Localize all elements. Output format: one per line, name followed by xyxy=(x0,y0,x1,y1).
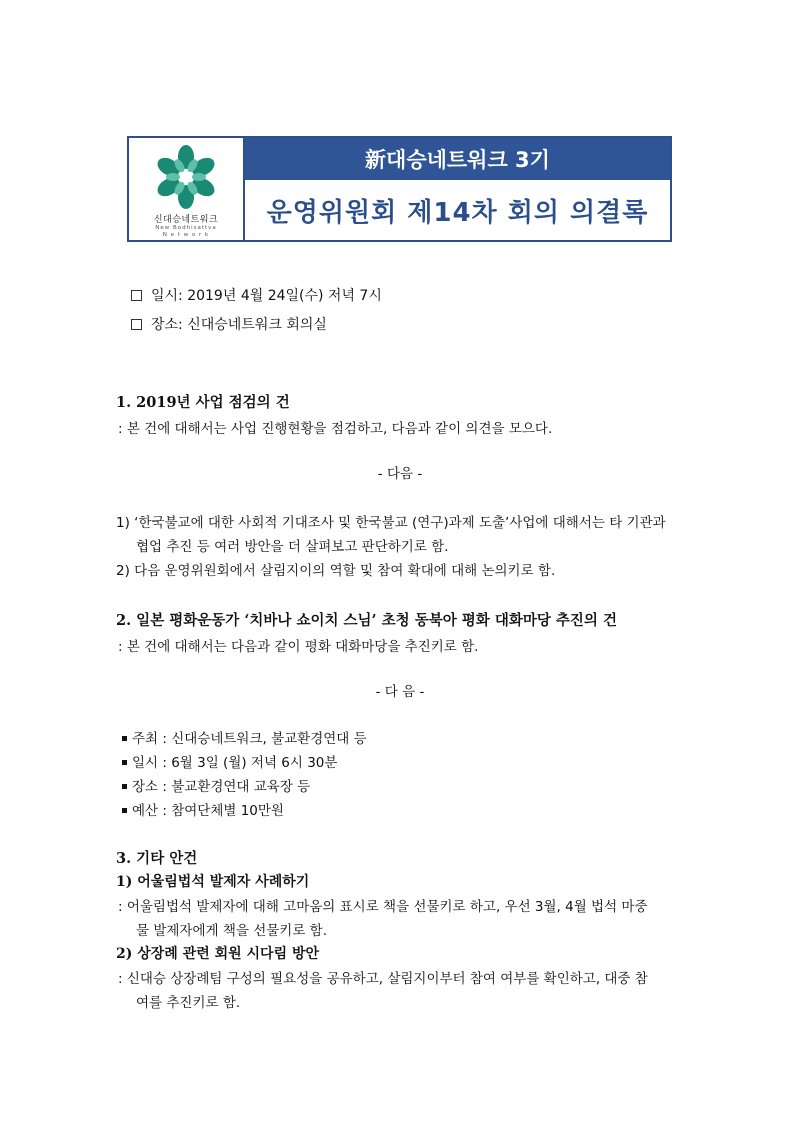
section-3-sub-1-line-2: 물 발제자에게 책을 선물키로 함. xyxy=(136,923,327,939)
section-1-item-1-line-1: 1) ‘한국불교에 대한 사회적 기대조사 및 한국불교 (연구)과제 도출’사업에 대해서는 타 기관과 xyxy=(116,515,666,531)
section-3-heading: 3. 기타 안건 xyxy=(116,850,198,867)
list-item: 주최 : 신대승네트워크, 불교환경연대 등 xyxy=(122,727,367,747)
logo xyxy=(129,138,245,240)
section-2-divider: - 다 음 - xyxy=(375,684,425,700)
section-1-divider: - 다음 - xyxy=(377,466,423,482)
list-item: 일시 : 6월 3일 (월) 저녁 6시 30분 xyxy=(122,751,337,771)
checkbox-icon xyxy=(131,319,142,330)
section-3-sub-2-line-2: 여를 추진키로 함. xyxy=(136,995,241,1011)
section-3-sub-1-line-1: : 어울림법석 발제자에 대해 고마움의 표시로 책을 선물키로 하고, 우선 3월, 4월 법석 마중 xyxy=(118,899,648,915)
lotus-flower-icon xyxy=(151,144,221,210)
document-header xyxy=(127,136,672,242)
section-2-intro: : 본 건에 대해서는 다음과 같이 평화 대화마당을 추진키로 함. xyxy=(118,639,479,655)
logo-text-english-2: N e t w o r k xyxy=(162,232,210,238)
list-item: 예산 : 참여단체별 10만원 xyxy=(122,799,284,819)
section-1-intro: : 본 건에 대해서는 사업 진행현황을 점검하고, 다음과 같이 의견을 모으다. xyxy=(118,421,553,437)
bullet-square-icon xyxy=(122,808,127,813)
checkbox-icon xyxy=(131,290,142,301)
bullet-square-icon xyxy=(122,736,127,741)
section-1-item-2: 2) 다음 운영위원회에서 살림지이의 역할 및 참여 확대에 대해 논의키로 함. xyxy=(116,563,556,579)
logo-text-english-1: New Bodhisattva xyxy=(155,225,217,231)
document-title: 운영위원회 제14차 회의 의결록 xyxy=(266,197,649,228)
section-3-sub-2-line-1: : 신대승 상장례팀 구성의 필요성을 공유하고, 살림지이부터 참여 여부를 확인하고, 대중 참 xyxy=(118,971,648,987)
section-1-item-1-line-2: 협업 추진 등 여러 방안을 더 살펴보고 판단하기로 함. xyxy=(136,539,449,555)
logo-text-korean: 신대승네트워크 xyxy=(153,215,219,225)
section-3-sub-2-title: 2) 상장례 관련 회원 시다림 방안 xyxy=(116,946,320,962)
meeting-place: 장소: 신대승네트워크 회의실 xyxy=(131,314,327,334)
bullet-square-icon xyxy=(122,784,127,789)
section-2-heading: 2. 일본 평화운동가 ‘치바나 쇼이치 스님’ 초청 동북아 평화 대화마당 추진의 건 xyxy=(116,612,617,629)
bullet-square-icon xyxy=(122,760,127,765)
section-1-heading: 1. 2019년 사업 점검의 건 xyxy=(116,394,290,411)
list-item: 장소 : 불교환경연대 교육장 등 xyxy=(122,775,310,795)
meeting-date: 일시: 2019년 4월 24일(수) 저녁 7시 xyxy=(131,285,382,305)
section-3-sub-1-title: 1) 어울림법석 발제자 사례하기 xyxy=(116,874,310,890)
title-block xyxy=(245,138,670,240)
organization-title: 新대승네트워크 3기 xyxy=(245,138,670,180)
